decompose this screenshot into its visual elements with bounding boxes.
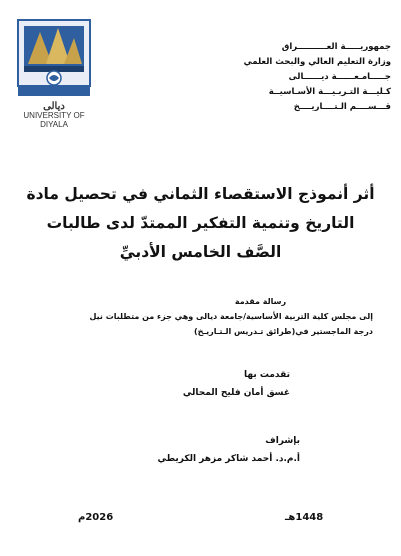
logo-caption <box>12 102 96 129</box>
supervision-label: بإشراف <box>265 436 300 446</box>
logo-english-name: UNIVERSITY OF DIYALA <box>23 111 85 129</box>
thesis-line-2: درجة الماجستير في(طرائق تـدريس الـتـاريـخ) <box>194 327 373 336</box>
submitted-by <box>100 366 290 402</box>
hijri-year: 1448هـ <box>285 512 324 523</box>
header-line-college: كـليـــة التـربـيـــة الأسـاسيــة <box>268 87 391 97</box>
author-name: غسق أمان فليح المحالي <box>182 388 290 398</box>
university-logo <box>12 18 96 129</box>
title-line-1: أثر أنموذج الاستقصاء الثماني في تحصيل مادة <box>26 185 375 203</box>
submitted-label: تقدمت بها <box>244 370 290 380</box>
thesis-heading: رسالة مقدمة <box>234 297 287 306</box>
supervision <box>100 432 300 468</box>
header-line-department: قـــســــم الـتــــاريــــخ <box>293 102 391 112</box>
institution-header <box>201 40 391 115</box>
thesis-statement <box>28 294 373 339</box>
supervisor-name: أ.م.د. أحمد شاكر مزهر الكريطي <box>157 454 300 464</box>
university-of-diyala-seal-icon <box>16 18 92 98</box>
header-line-ministry: وزارة التعليم العالي والبحث العلمي <box>243 57 391 67</box>
logo-arabic-name: دیالی <box>43 101 65 112</box>
title-line-2: التاريخ وتنمية التفكير الممتدّ لدى طالبات <box>46 214 355 232</box>
title-line-3: الصَّف الخامس الأدبيِّ <box>119 243 282 261</box>
gregorian-year: 2026م <box>78 512 114 523</box>
thesis-line-1: إلى مجلس كلية التربية الأساسية/جامعة ديالى وهي جزء من متطلبات نيل <box>89 312 373 321</box>
header-line-republic: جمهوريـــــة العــــــــــراق <box>281 42 391 52</box>
thesis-title <box>0 180 401 267</box>
header-line-university: جـــــامـعــــــة ديــــــالى <box>288 72 391 82</box>
